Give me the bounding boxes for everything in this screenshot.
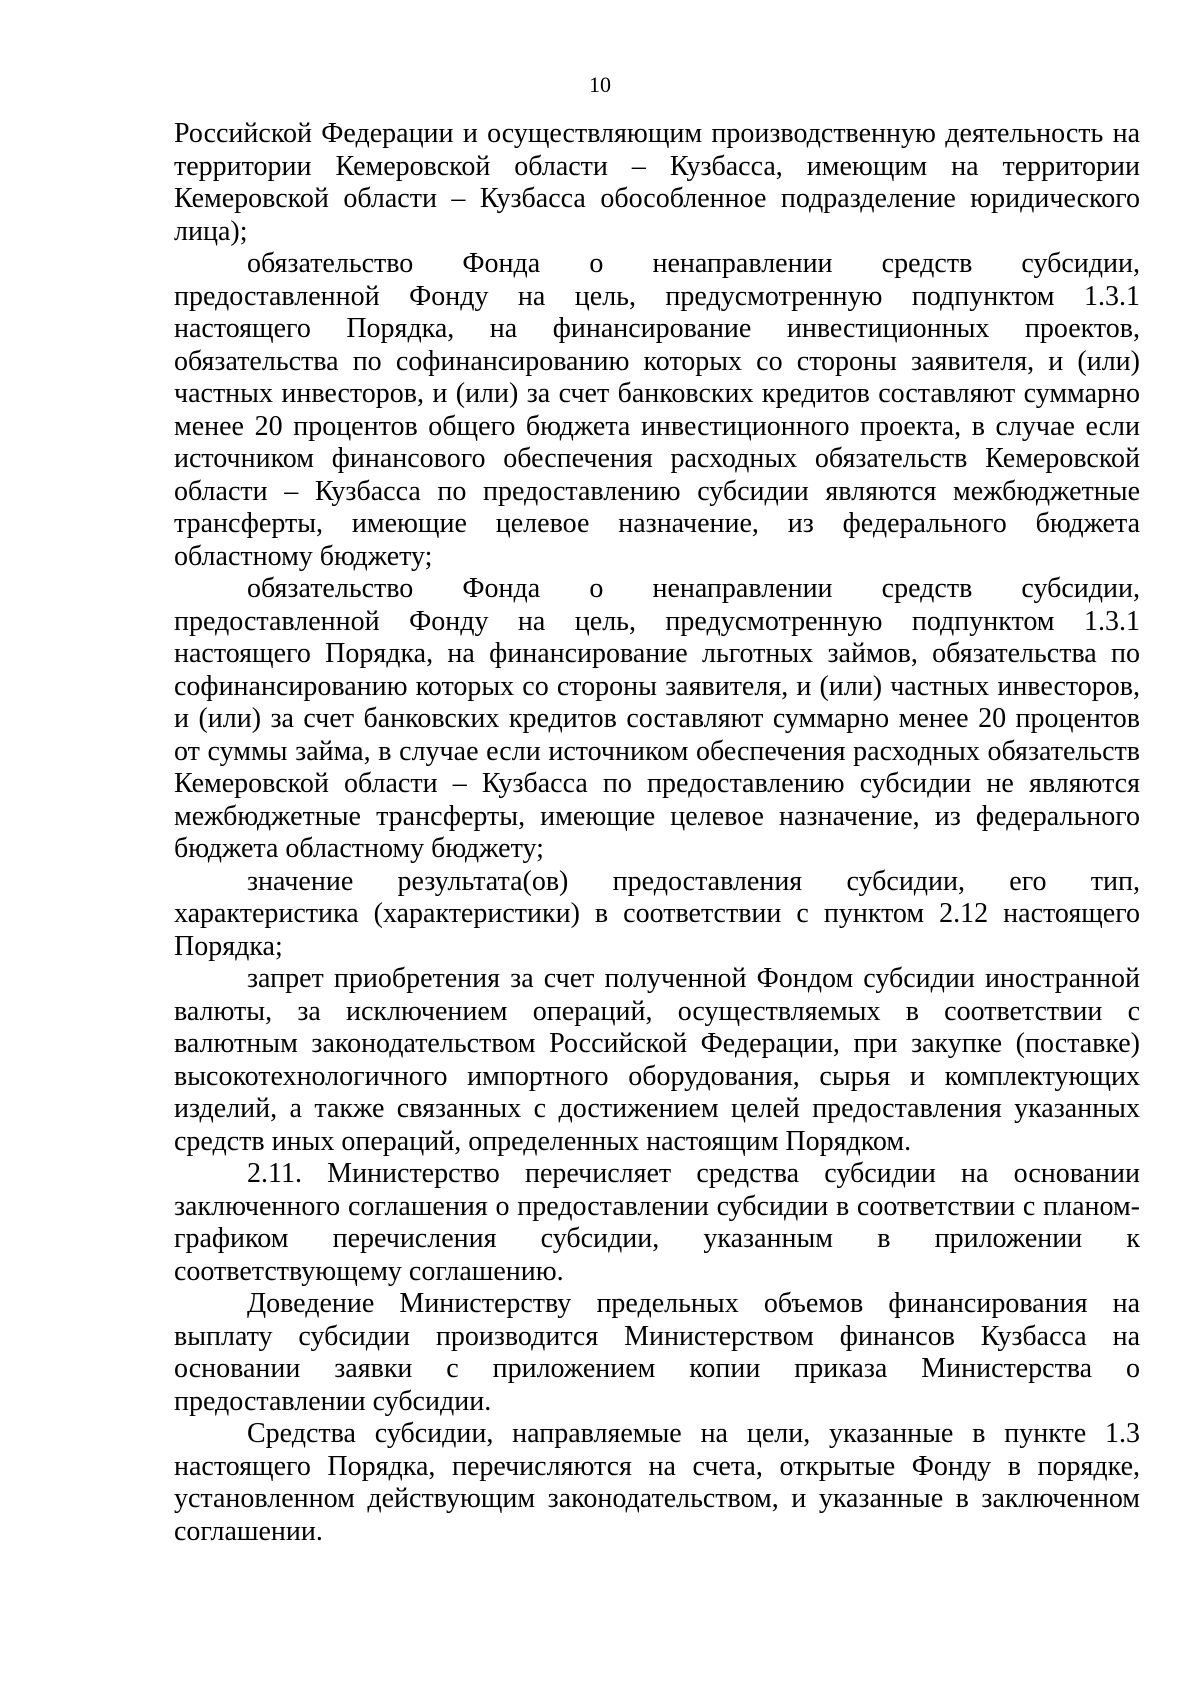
paragraph-7: Доведение Министерству предельных объемов финансирования на выплату субсидии производится Министерством финансов Кузбасса на основании заявки с приложением копии приказа Министерства о предоставлении субсидии. <box>174 1288 1140 1417</box>
paragraph-8: Средства субсидии, направляемые на цели, указанные в пункте 1.3 настоящего Порядка, перечисляются на счета, открытые Фонду в порядке, установленном действующим законодательством, и указанные в заключенном соглашении. <box>174 1418 1140 1547</box>
document-body <box>174 118 1140 1548</box>
paragraph-5: запрет приобретения за счет полученной Фондом субсидии иностранной валюты, за исключением операций, осуществляемых в соответствии с валютным законодательством Российской Федерации, при закупке (поставке) высокотехнологичного импортного оборудования, сырья и комплектующих изделий, а также связанных с достижением целей предоставления указанных средств иных операций, определенных настоящим Порядком. <box>174 963 1140 1157</box>
paragraph-1: Российской Федерации и осуществляющим производственную деятельность на территории Кемеровской области – Кузбасса, имеющим на территории Кемеровской области – Кузбасса обособленное подразделение юридического лица); <box>174 118 1140 247</box>
paragraph-2: обязательство Фонда о ненаправлении средств субсидии, предоставленной Фонду на цель, предусмотренную подпунктом 1.3.1 настоящего Порядка, на финансирование инвестиционных проектов, обязательства по софинансированию которых со стороны заявителя, и (или) частных инвесторов, и (или) за счет банковских кредитов составляют суммарно менее 20 процентов общего бюджета инвестиционного проекта, в случае если источником финансового обеспечения расходных обязательств Кемеровской области – Кузбасса по предоставлению субсидии являются межбюджетные трансферты, имеющие целевое назначение, из федерального бюджета областному бюджету; <box>174 248 1140 572</box>
page-number: 10 <box>589 72 611 97</box>
paragraph-3: обязательство Фонда о ненаправлении средств субсидии, предоставленной Фонду на цель, предусмотренную подпунктом 1.3.1 настоящего Порядка, на финансирование льготных займов, обязательства по софинансированию которых со стороны заявителя, и (или) частных инвесторов, и (или) за счет банковских кредитов составляют суммарно менее 20 процентов от суммы займа, в случае если источником обеспечения расходных обязательств Кемеровской области – Кузбасса по предоставлению субсидии не являются межбюджетные трансферты, имеющие целевое назначение, из федерального бюджета областному бюджету; <box>174 573 1140 864</box>
paragraph-6: 2.11. Министерство перечисляет средства субсидии на основании заключенного соглашения о предоставлении субсидии в соответствии с планом-графиком перечисления субсидии, указанным в приложении к соответствующему соглашению. <box>174 1158 1140 1287</box>
paragraph-4: значение результата(ов) предоставления субсидии, его тип, характеристика (характеристики) в соответствии с пунктом 2.12 настоящего Порядка; <box>174 865 1140 962</box>
